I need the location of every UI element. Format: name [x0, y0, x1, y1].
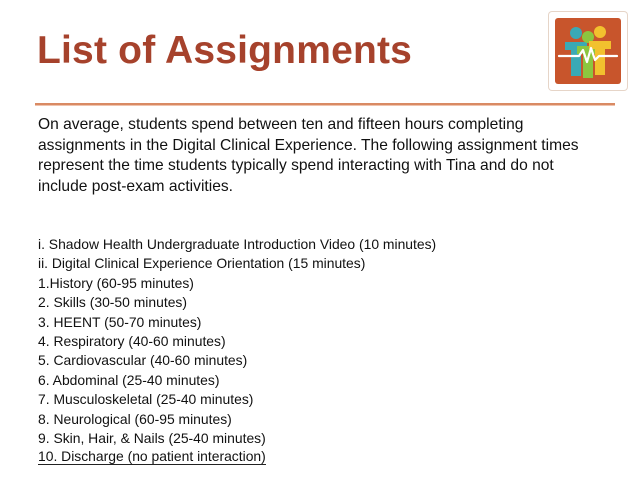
list-item: 5. Cardiovascular (40-60 minutes) [38, 352, 248, 369]
list-item-text: 10. Discharge (no patient interaction) [38, 448, 266, 465]
list-item: 3. HEENT (50-70 minutes) [38, 313, 202, 330]
list-item: 7. Musculoskeletal (25-40 minutes) [38, 391, 254, 408]
list-item: 1.History (60-95 minutes) [38, 274, 194, 291]
title-divider-shadow [35, 105, 615, 106]
list-item [38, 448, 598, 465]
shadow-health-figures-icon [549, 12, 627, 90]
shadow-health-logo [549, 12, 627, 90]
list-item: 6. Abdominal (25-40 minutes) [38, 371, 220, 388]
list-item: ii. Digital Clinical Experience Orientation (15 minutes) [38, 255, 366, 272]
slide-title: List of Assignments [37, 29, 413, 72]
list-item: i. Shadow Health Undergraduate Introduction Video (10 minutes) [38, 236, 437, 252]
list-item: 2. Skills (30-50 minutes) [38, 294, 187, 311]
list-item: 8. Neurological (60-95 minutes) [38, 410, 232, 427]
list-item: 9. Skin, Hair, & Nails (25-40 minutes) [38, 430, 266, 447]
assignment-list [38, 235, 598, 465]
list-item: 4. Respiratory (40-60 minutes) [38, 333, 226, 350]
intro-paragraph: On average, students spend between ten and fifteen hours completing assignments in the Digital Clinical Experience. The following assignment times represent the time students typically spend interacting with Tina and do not include post-exam activities. [38, 116, 579, 195]
